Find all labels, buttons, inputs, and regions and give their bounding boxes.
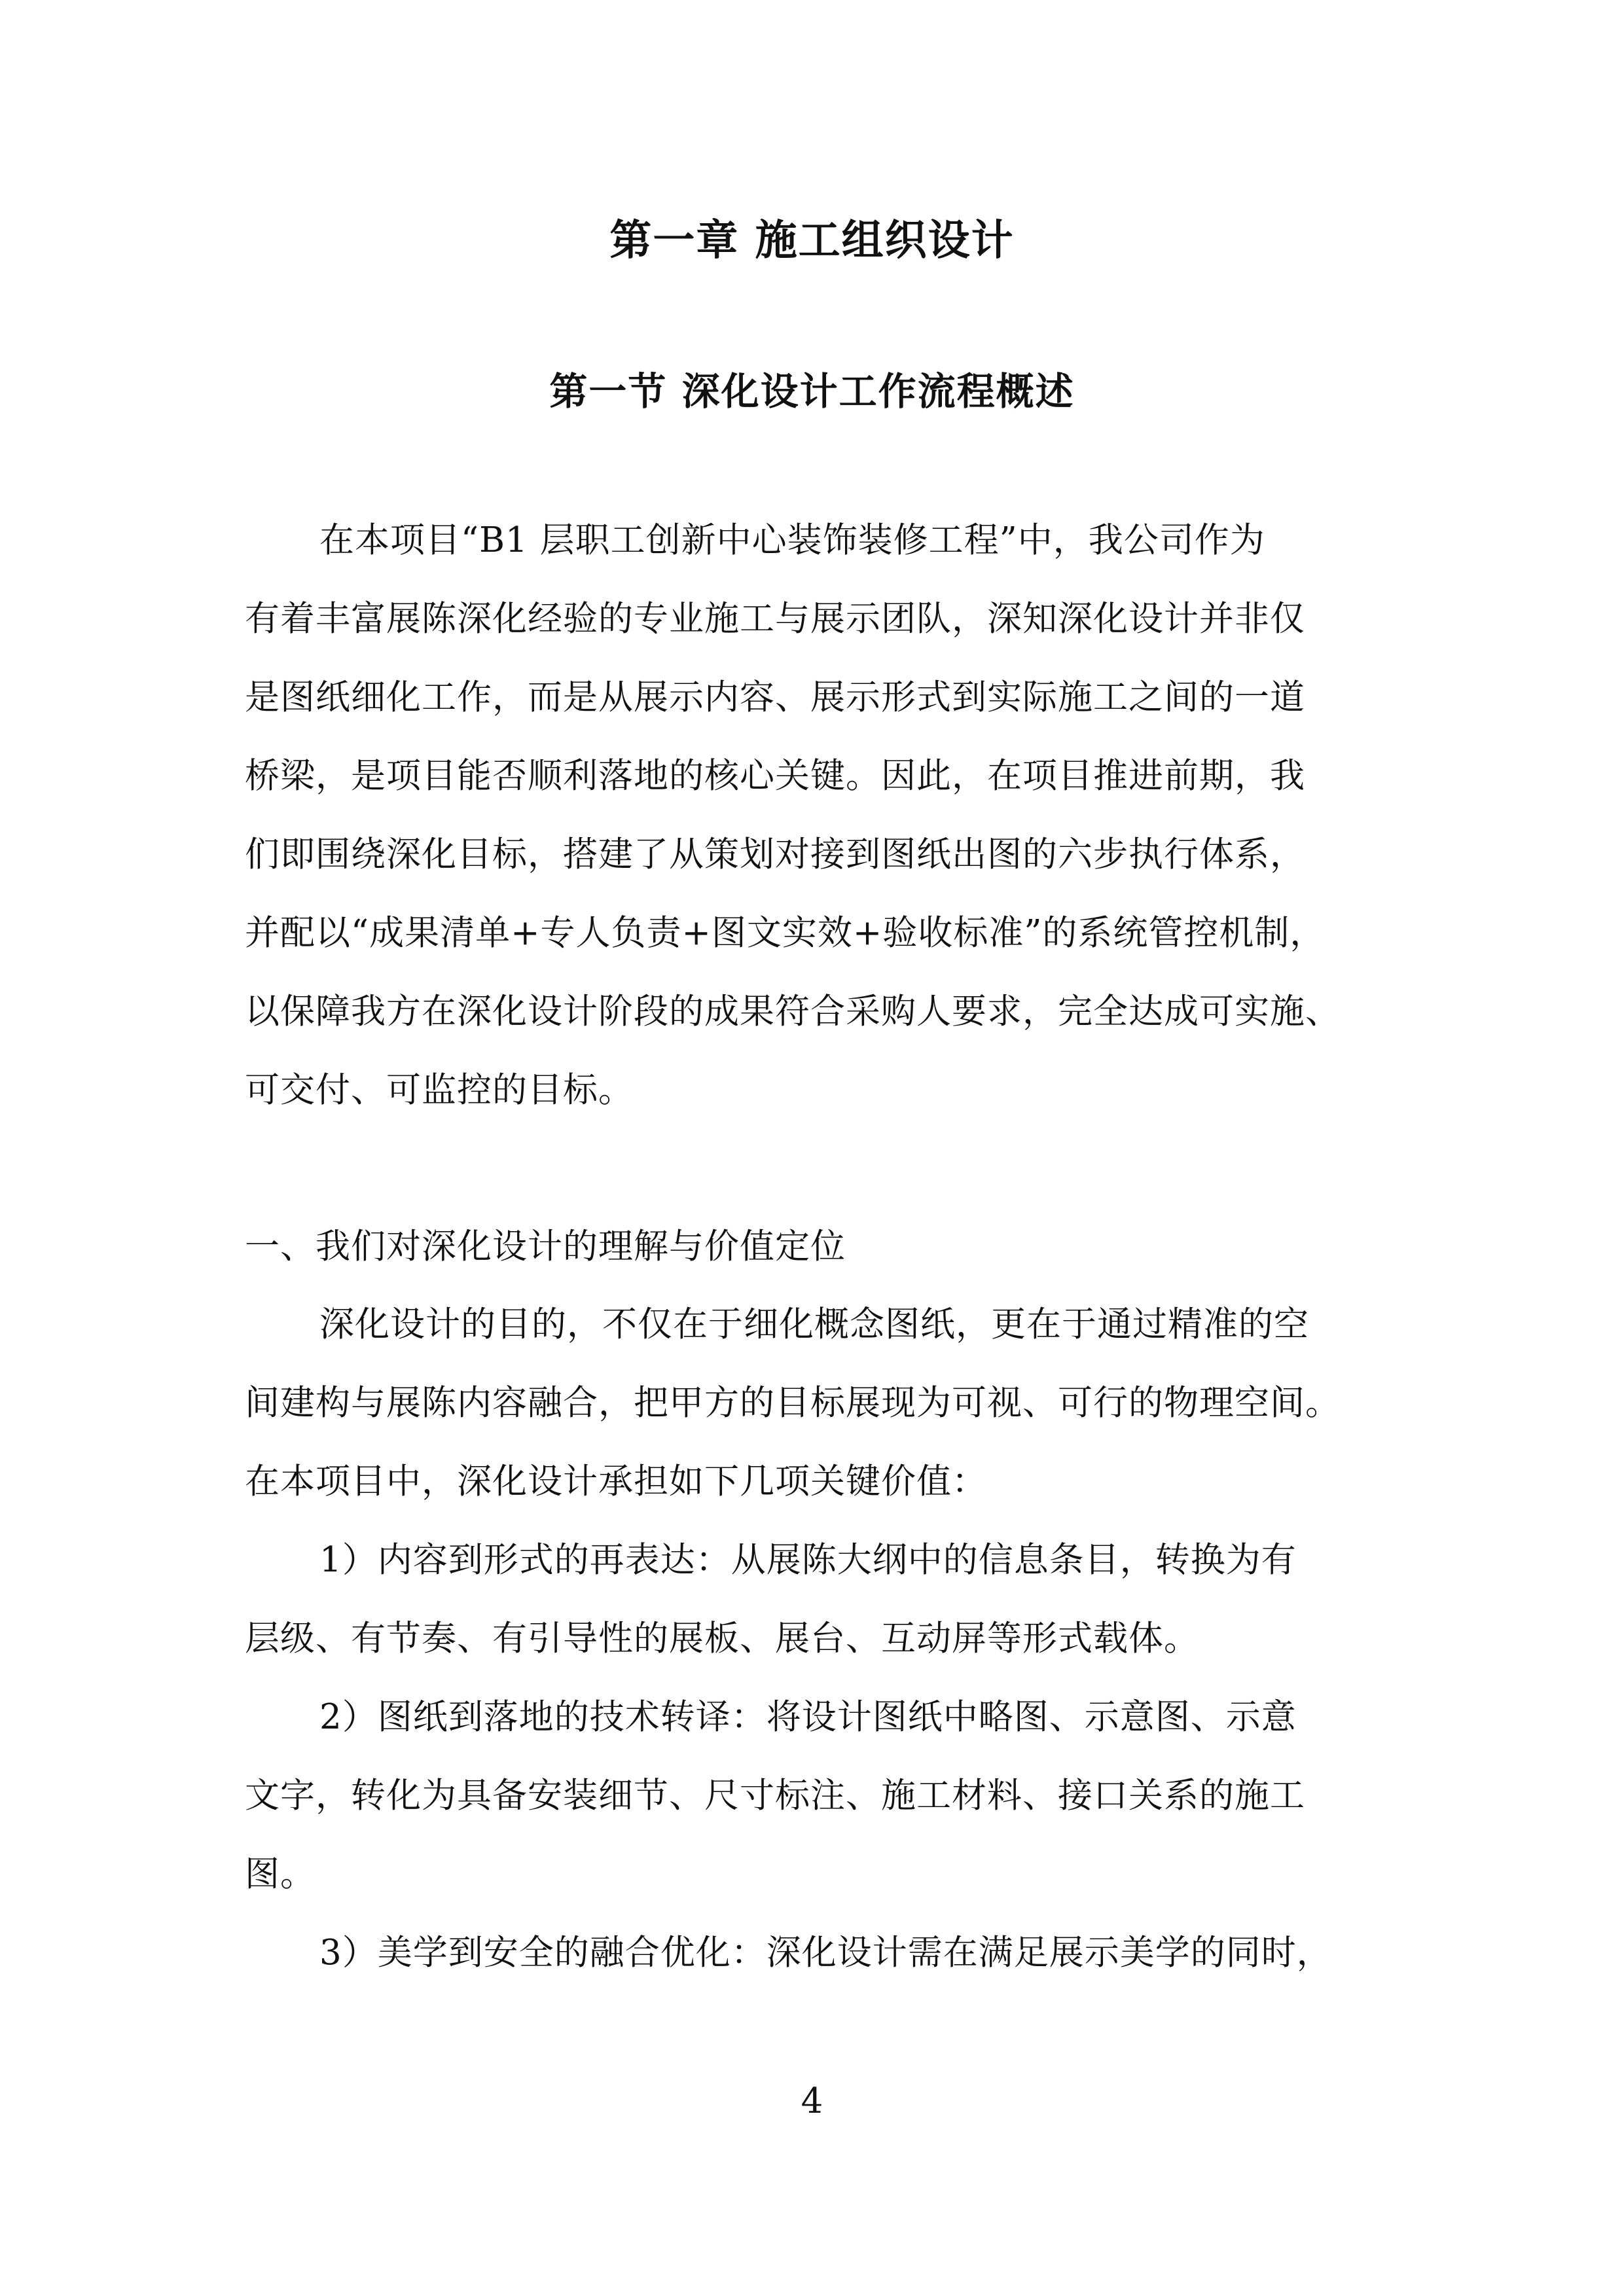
list-item-line: 1）内容到形式的再表达：从展陈大纲中的信息条目，转换为有 <box>319 1540 1297 1580</box>
intro-line: 可交付、可监控的目标。 <box>245 1070 634 1110</box>
list-item-line: 2）图纸到落地的技术转译：将设计图纸中略图、示意图、示意 <box>319 1697 1297 1737</box>
list-item-line: 图。 <box>245 1854 316 1894</box>
list-item-line: 文字，转化为具备安装细节、尺寸标注、施工材料、接口关系的施工 <box>245 1776 1305 1816</box>
section-title: 第一节 深化设计工作流程概述 <box>549 369 1075 414</box>
intro-line: 们即围绕深化目标，搭建了从策划对接到图纸出图的六步执行体系， <box>245 834 1305 874</box>
list-item-line: 3）美学到安全的融合优化：深化设计需在满足展示美学的同时， <box>319 1933 1332 1973</box>
intro-line: 桥梁，是项目能否顺利落地的核心关键。因此，在项目推进前期，我 <box>245 756 1305 796</box>
page-number: 4 <box>801 2081 823 2121</box>
intro-line: 以保障我方在深化设计阶段的成果符合采购人要求，完全达成可实施、 <box>245 992 1341 1031</box>
chapter-title: 第一章 施工组织设计 <box>609 216 1015 265</box>
subheading: 一、我们对深化设计的理解与价值定位 <box>245 1227 846 1266</box>
value-line: 在本项目中，深化设计承担如下几项关键价值： <box>245 1462 987 1501</box>
intro-line: 在本项目“B1 层职工创新中心装饰装修工程”中，我公司作为 <box>319 520 1265 560</box>
list-item-line: 层级、有节奏、有引导性的展板、展台、互动屏等形式载体。 <box>245 1619 1199 1659</box>
value-line: 间建构与展陈内容融合，把甲方的目标展现为可视、可行的物理空间。 <box>245 1383 1341 1423</box>
intro-line: 是图纸细化工作，而是从展示内容、展示形式到实际施工之间的一道 <box>245 677 1305 717</box>
intro-line: 有着丰富展陈深化经验的专业施工与展示团队，深知深化设计并非仅 <box>245 599 1305 639</box>
intro-line: 并配以“成果清单+专人负责+图文实效+验收标准”的系统管控机制， <box>245 913 1326 953</box>
value-line: 深化设计的目的，不仅在于细化概念图纸，更在于通过精准的空 <box>319 1304 1309 1344</box>
